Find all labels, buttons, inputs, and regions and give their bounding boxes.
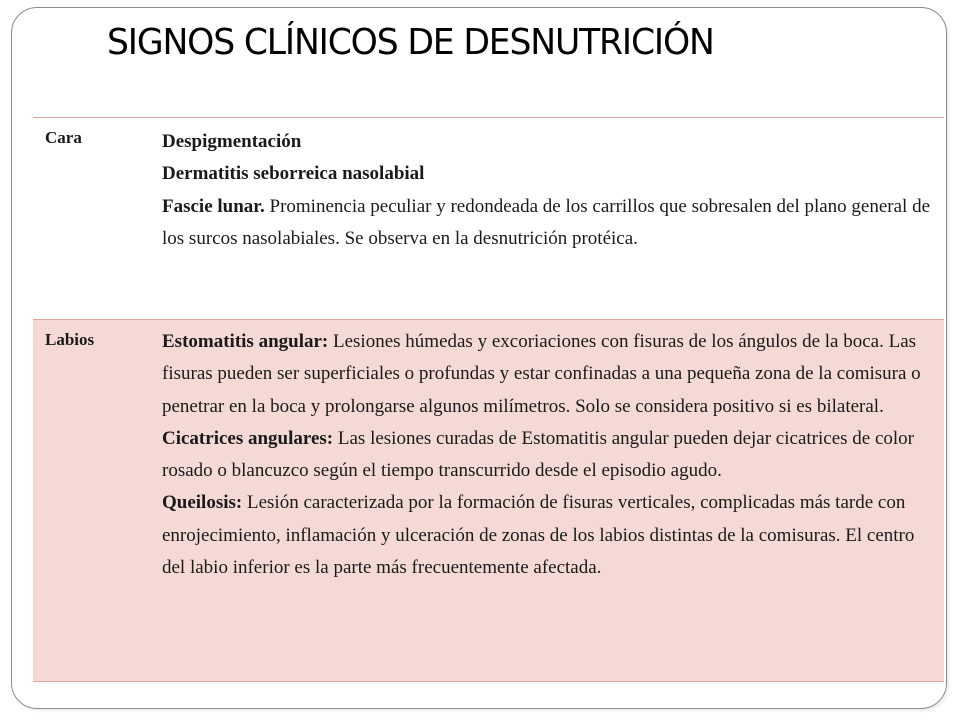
sign-entry bbox=[162, 487, 938, 584]
slide-title: SIGNOS CLÍNICOS DE DESNUTRICIÓN bbox=[107, 22, 714, 63]
sign-text: Prominencia peculiar y redondeada de los carrillos que sobresalen del plano general de los surcos nasolabiales. Se observa en la desnutrición protéica. bbox=[162, 195, 931, 249]
sign-text: Lesión caracterizada por la formación de fisuras verticales, complicadas más tarde con enrojecimiento, inflamación y ulceración de zonas de los labios distintas de la comisuras. El centro del labio inferior es la parte más frecuentemente afectada. bbox=[162, 492, 915, 579]
sign-heading: Despigmentación bbox=[162, 131, 302, 152]
table-row-labios bbox=[33, 320, 944, 682]
sign-heading: Cicatrices angulares: bbox=[162, 427, 334, 449]
sign-entry bbox=[162, 158, 938, 190]
sign-text: Las lesiones curadas de Estomatitis angular pueden dejar cicatrices de color rosado o blancuzco según el tiempo transcurrido desde el episodio agudo. bbox=[162, 427, 914, 482]
table-row-cara bbox=[33, 118, 944, 320]
sign-entry bbox=[162, 191, 938, 256]
sign-heading: Fascie lunar. bbox=[162, 195, 265, 217]
clinical-signs-table bbox=[33, 117, 944, 682]
row-label-labios: Labios bbox=[45, 330, 95, 349]
sign-entry bbox=[162, 326, 938, 423]
row-description-cara bbox=[152, 118, 944, 320]
row-description-labios bbox=[152, 320, 944, 682]
sign-entry bbox=[162, 126, 938, 158]
sign-entry bbox=[162, 423, 938, 488]
sign-heading: Estomatitis angular: bbox=[162, 331, 329, 352]
sign-text: Lesiones húmedas y excoriaciones con fisuras de los ángulos de la boca. Las fisuras pueden ser superficiales o profundas y estar confinadas a una pequeña zona de la comisura o penetrar en la boca y prolongarse algunos milímetros. Solo se considera positivo si es bilateral. bbox=[162, 331, 921, 417]
sign-heading: Queilosis: bbox=[162, 492, 243, 514]
row-label-cara: Cara bbox=[45, 128, 82, 147]
sign-heading: Dermatitis seborreica nasolabial bbox=[162, 163, 425, 185]
